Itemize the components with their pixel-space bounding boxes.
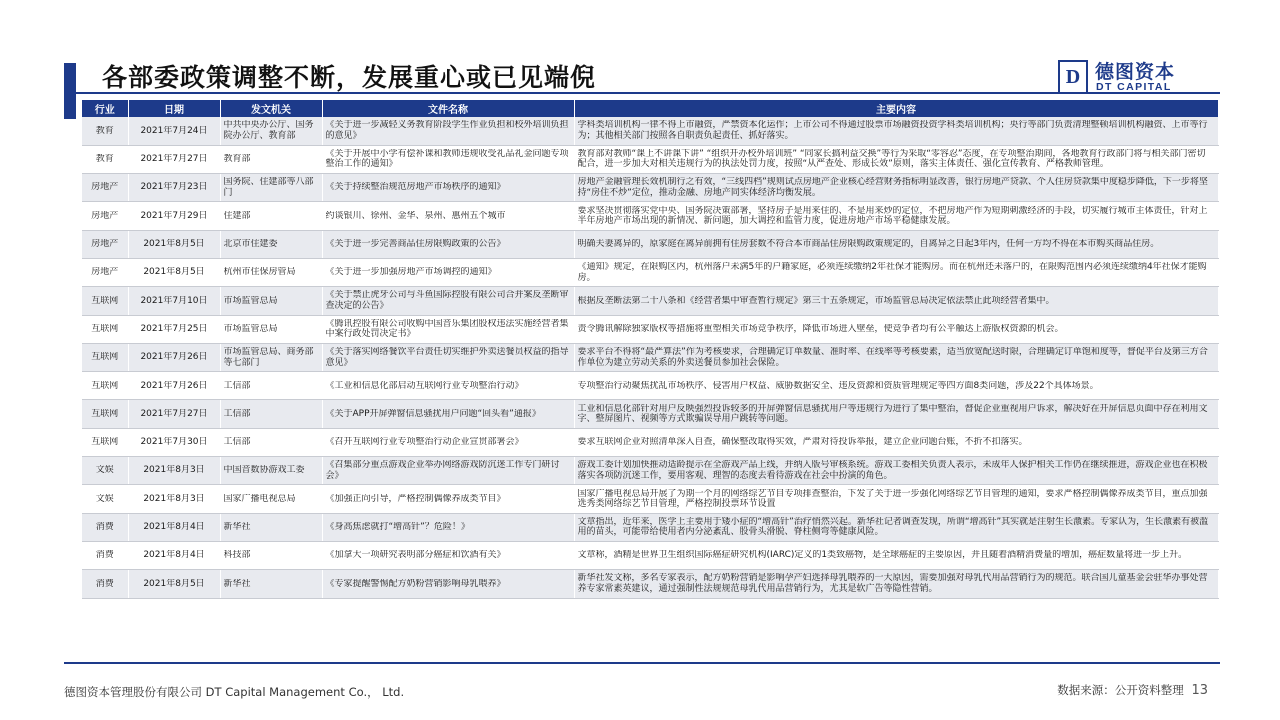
cell-issuer-text: 新华社	[223, 522, 251, 533]
cell-content-text: 专项整治行动聚焦扰乱市场秩序、侵害用户权益、威胁数据安全、违反资源和资质管理规定等四方面8类问题，涉及22个具体场景。	[577, 380, 1099, 391]
cell-industry	[82, 570, 128, 598]
cell-industry	[82, 428, 128, 456]
cell-content-text: 教育部对教师“课上不讲课下讲” “组织开办校外培训班” “同家长搞利益交换”等行为采取“零容忍”态度，在专项整治期间，各地教育行政部门将与相关部门密切配合，进一步加大对相关违规行为的执法处罚力度，按照“从严查处、形成长效”原则，落实主体责任、强化宣传教育、严格教师管理。	[577, 148, 1206, 170]
cell-document-text: 《关于持续整治规范房地产市场秩序的通知》	[325, 182, 506, 193]
cell-content-text: 责令腾讯解除独家版权等措施将重塑相关市场竞争秩序，降低市场进入壁垒，使竞争者均有公平触达上游版权资源的机会。	[577, 323, 1064, 334]
table-row	[82, 541, 1218, 569]
cell-industry	[82, 457, 128, 485]
cell-industry-text: 互联网	[91, 323, 119, 334]
cell-document	[322, 230, 574, 258]
cell-document-text: 《关于APP开屏弹窗信息骚扰用户问题“回头看”通报》	[325, 408, 541, 419]
cell-content-text: 文章称，酒精是世界卫生组织国际癌症研究机构(IARC)定义的1类致癌物，是全球癌症的主要原因，并且随着酒精消费量的增加，癌症数量将进一步上升。	[577, 550, 1188, 561]
cell-date	[128, 570, 220, 598]
cell-document	[322, 513, 574, 541]
cell-industry-text: 文娱	[95, 493, 114, 504]
cell-industry-text: 文娱	[95, 465, 114, 476]
cell-document	[322, 145, 574, 173]
cell-content	[574, 343, 1218, 371]
table-row	[82, 202, 1218, 230]
cell-content-text: 要求坚决贯彻落实党中央、国务院决策部署，坚持房子是用来住的、不是用来炒的定位，不把房地产作为短期刺激经济的手段，切实履行城市主体责任，针对上半年房地产市场出现的新情况、新问题，加大调控和监管力度，促进房地产市场平稳健康发展。	[577, 205, 1208, 227]
cell-issuer-text: 教育部	[223, 154, 251, 165]
cell-date-text: 2021年8月5日	[143, 239, 205, 250]
cell-issuer-text: 住建部	[223, 210, 251, 221]
cell-content-text: 游戏工委计划加快推动适龄提示在全游戏产品上线，并纳入版号审核系统。游戏工委相关负责人表示，未成年人保护相关工作仍在继续推进，游戏企业也在积极落实各项防沉迷工作，要用客观、理智的态度去看待游戏在社会中扮演的角色。	[577, 460, 1208, 481]
cell-date-text: 2021年7月26日	[140, 380, 208, 391]
cell-document-text: 《工业和信息化部启动互联网行业专项整治行动》	[325, 380, 524, 391]
footer-source-area	[1057, 682, 1208, 698]
header-industry: 行业	[82, 100, 128, 117]
table-row	[82, 400, 1218, 428]
cell-issuer	[220, 570, 322, 598]
cell-industry-text: 房地产	[91, 239, 119, 250]
cell-date	[128, 400, 220, 428]
cell-issuer-text: 中国音数协游戏工委	[223, 465, 305, 476]
cell-content	[574, 230, 1218, 258]
cell-industry-text: 教育	[95, 154, 114, 165]
cell-industry-text: 消费	[95, 522, 114, 533]
header-content: 主要内容	[574, 100, 1218, 117]
cell-date	[128, 372, 220, 400]
cell-document	[322, 457, 574, 485]
logo-text-cn: 德图资本	[1095, 61, 1176, 83]
table-row	[82, 258, 1218, 286]
cell-content	[574, 457, 1218, 485]
cell-issuer	[220, 287, 322, 315]
cell-date-text: 2021年8月4日	[143, 550, 205, 561]
cell-content-text: 明确夫妻离异的，原家庭在离异前拥有住房套数不符合本市商品住房限购政策规定的，自离异之日起3年内，任何一方均不得在本市购买商品住房。	[577, 239, 1160, 250]
cell-issuer	[220, 400, 322, 428]
cell-industry-text: 房地产	[91, 267, 119, 278]
logo-mark-icon: D	[1058, 60, 1088, 94]
cell-document	[322, 485, 574, 513]
cell-date	[128, 457, 220, 485]
cell-content	[574, 513, 1218, 541]
cell-content	[574, 372, 1218, 400]
table-row	[82, 230, 1218, 258]
cell-date	[128, 117, 220, 145]
company-logo	[1058, 60, 1218, 96]
cell-issuer	[220, 230, 322, 258]
cell-date	[128, 287, 220, 315]
table-row	[82, 287, 1218, 315]
cell-industry-text: 房地产	[91, 182, 119, 193]
footer-company: 德图资本管理股份有限公司 DT Capital Management Co.， Ltd.	[64, 685, 405, 699]
cell-document-text: 《关于开展中小学有偿补课和教师违规收受礼品礼金问题专项整治工作的通知》	[325, 148, 569, 170]
title-divider	[64, 92, 1220, 94]
cell-date-text: 2021年7月26日	[140, 352, 208, 363]
cell-document-text: 《专家提醒警惕配方奶粉营销影响母乳喂养》	[325, 578, 506, 589]
table-row	[82, 372, 1218, 400]
cell-date-text: 2021年8月4日	[143, 522, 205, 533]
cell-industry-text: 互联网	[91, 295, 119, 306]
cell-date-text: 2021年8月5日	[143, 578, 205, 589]
cell-content	[574, 541, 1218, 569]
cell-issuer	[220, 372, 322, 400]
cell-date-text: 2021年7月23日	[140, 182, 208, 193]
cell-industry	[82, 230, 128, 258]
cell-issuer-text: 杭州市住保房管局	[223, 267, 296, 278]
cell-issuer-text: 国家广播电视总局	[223, 493, 296, 504]
cell-content	[574, 258, 1218, 286]
cell-issuer-text: 中共中央办公厅、国务院办公厅、教育部	[223, 120, 314, 141]
cell-content	[574, 117, 1218, 145]
cell-document-text: 《关于禁止虎牙公司与斗鱼国际控股有限公司合并案反垄断审查决定的公告》	[325, 290, 569, 311]
cell-industry	[82, 485, 128, 513]
cell-issuer	[220, 117, 322, 145]
table-row	[82, 513, 1218, 541]
cell-document	[322, 343, 574, 371]
cell-document	[322, 541, 574, 569]
cell-issuer	[220, 315, 322, 343]
cell-industry	[82, 287, 128, 315]
cell-issuer-text: 工信部	[223, 408, 251, 419]
header-issuer: 发文机关	[220, 100, 322, 117]
cell-content	[574, 428, 1218, 456]
cell-issuer	[220, 541, 322, 569]
cell-date	[128, 541, 220, 569]
cell-content	[574, 174, 1218, 202]
cell-document	[322, 315, 574, 343]
cell-document-text: 《加拿大一项研究表明部分癌症和饮酒有关》	[325, 550, 506, 561]
cell-industry-text: 房地产	[91, 210, 119, 221]
cell-document-text: 《身高焦虑就打“增高针”？危险！》	[325, 522, 470, 533]
cell-content	[574, 287, 1218, 315]
cell-date	[128, 485, 220, 513]
cell-industry	[82, 145, 128, 173]
cell-issuer	[220, 428, 322, 456]
table-row	[82, 117, 1218, 145]
table-row	[82, 315, 1218, 343]
cell-document-text: 《关于进一步加强房地产市场调控的通知》	[325, 267, 497, 278]
cell-content	[574, 315, 1218, 343]
table-row	[82, 457, 1218, 485]
cell-industry-text: 教育	[95, 125, 114, 136]
cell-document	[322, 400, 574, 428]
cell-industry	[82, 258, 128, 286]
table-row	[82, 428, 1218, 456]
cell-date-text: 2021年8月5日	[143, 267, 205, 278]
cell-content	[574, 485, 1218, 513]
cell-industry-text: 互联网	[91, 380, 119, 391]
footer-divider	[64, 662, 1220, 664]
cell-document	[322, 202, 574, 230]
data-source: 数据来源：公开资料整理	[1057, 683, 1184, 697]
cell-content-text: 房地产金融管理长效机制行之有效，“三线四档”规则试点房地产企业核心经营财务指标明显改善，银行房地产贷款、个人住房贷款集中度稳步降低，下一步将坚持“房住不炒”定位，推动金融、房地产同实体经济均衡发展。	[577, 177, 1208, 198]
cell-document-text: 约谈银川、徐州、金华、泉州、惠州五个城市	[325, 210, 506, 221]
cell-content-text: 国家广播电视总局开展了为期一个月的网络综艺节目专项排查整治，下发了关于进一步强化网络综艺节目管理的通知，要求严格控制偶像养成类节目，重点加强选秀类网络综艺节目管理，严格控制投票环节设置	[577, 488, 1208, 509]
title-accent-bar	[64, 63, 76, 119]
cell-date	[128, 202, 220, 230]
cell-content-text: 《通知》规定，在限购区内，杭州落户未满5年的户籍家庭，必须连续缴纳2年社保才能购房。而在杭州还未落户的，在限购范围内必须连续缴纳4年社保才能购房。	[577, 262, 1207, 283]
cell-industry-text: 互联网	[91, 408, 119, 419]
cell-industry	[82, 513, 128, 541]
cell-content	[574, 202, 1218, 230]
cell-issuer-text: 新华社	[223, 578, 251, 589]
cell-date	[128, 513, 220, 541]
cell-issuer	[220, 145, 322, 173]
cell-issuer	[220, 202, 322, 230]
cell-content-text: 根据反垄断法第二十八条和《经营者集中审查暂行规定》第三十五条规定，市场监管总局决定依法禁止此项经营者集中。	[577, 295, 1055, 306]
cell-date	[128, 145, 220, 173]
cell-date-text: 2021年7月24日	[140, 125, 208, 136]
cell-date-text: 2021年8月3日	[143, 465, 205, 476]
cell-document-text: 《腾讯控股有限公司收购中国音乐集团股权违法实施经营者集中案行政处罚决定书》	[325, 318, 569, 340]
cell-industry	[82, 174, 128, 202]
cell-content	[574, 570, 1218, 598]
cell-content-text: 要求互联网企业对照清单深入自查，确保整改取得实效，严肃对待投诉举报，建立企业问题台账，不折不扣落实。	[577, 437, 1028, 448]
cell-document-text: 《召集部分重点游戏企业举办网络游戏防沉迷工作专门研讨会》	[325, 460, 560, 481]
table-header-row	[82, 100, 1218, 117]
header-date: 日期	[128, 100, 220, 117]
policy-table	[82, 100, 1219, 599]
cell-issuer-text: 科技部	[223, 550, 251, 561]
cell-content-text: 文章指出，近年来，医学上主要用于矮小症的“增高针”治疗悄然兴起。新华社记者调查发现，所谓“增高针”其实就是注射生长激素。专家认为，生长激素有被滥用的苗头，可能带给使用者内分泌紊乱、股骨头滑脱、脊柱侧弯等健康风险。	[577, 516, 1209, 538]
cell-issuer	[220, 513, 322, 541]
cell-date-text: 2021年7月29日	[140, 210, 208, 221]
cell-document-text: 《关于落实网络餐饮平台责任切实维护外卖送餐员权益的指导意见》	[325, 347, 569, 368]
cell-date	[128, 174, 220, 202]
cell-content-text: 要求平台不得将“最严算法”作为考核要求，合理确定订单数量、准时率、在线率等考核要素，适当放宽配送时限，合理确定订单饱和度等，督促平台及第三方合作单位为建立劳动关系的外卖送餐员参加社会保险。	[577, 347, 1208, 368]
cell-date-text: 2021年7月27日	[140, 408, 208, 419]
cell-content	[574, 145, 1218, 173]
cell-document	[322, 372, 574, 400]
cell-document	[322, 570, 574, 598]
table-row	[82, 174, 1218, 202]
cell-date-text: 2021年7月25日	[140, 323, 208, 334]
cell-date-text: 2021年7月30日	[140, 437, 208, 448]
table-row	[82, 570, 1218, 598]
cell-industry	[82, 202, 128, 230]
cell-document	[322, 258, 574, 286]
cell-issuer	[220, 457, 322, 485]
cell-industry	[82, 541, 128, 569]
cell-document	[322, 428, 574, 456]
cell-issuer-text: 国务院、住建部等八部门	[223, 177, 314, 198]
cell-date-text: 2021年7月27日	[140, 154, 208, 165]
cell-issuer	[220, 174, 322, 202]
cell-industry	[82, 343, 128, 371]
page-title: 各部委政策调整不断，发展重心或已见端倪	[102, 63, 597, 92]
cell-industry	[82, 400, 128, 428]
cell-document	[322, 287, 574, 315]
policy-table-container	[82, 100, 1218, 599]
cell-industry-text: 消费	[95, 578, 114, 589]
table-row	[82, 145, 1218, 173]
cell-issuer-text: 工信部	[223, 380, 251, 391]
cell-document	[322, 117, 574, 145]
cell-issuer-text: 北京市住建委	[223, 239, 278, 250]
header-document: 文件名称	[322, 100, 574, 117]
cell-issuer-text: 市场监管总局	[223, 323, 278, 334]
cell-issuer	[220, 343, 322, 371]
cell-date-text: 2021年7月10日	[140, 295, 208, 306]
cell-document-text: 《召开互联网行业专项整治行动企业宣贯部署会》	[325, 437, 524, 448]
cell-industry-text: 互联网	[91, 352, 119, 363]
cell-industry	[82, 117, 128, 145]
cell-date-text: 2021年8月3日	[143, 493, 205, 504]
cell-date	[128, 428, 220, 456]
cell-issuer	[220, 485, 322, 513]
cell-document	[322, 174, 574, 202]
cell-content-text: 工业和信息化部针对用户反映强烈投诉较多的开屏弹窗信息骚扰用户等违规行为进行了集中整治，督促企业重视用户诉求，解决好在开屏信息页面中存在利用文字、整屏图片、视频等方式欺骗误导用户跳转等问题。	[577, 403, 1208, 425]
cell-content-text: 学科类培训机构一律不得上市融资，严禁资本化运作；上市公司不得通过股票市场融资投资学科类培训机构；央行等部门负责清理整顿培训机构融资、上市等行为；其他相关部门按照各自职责负起责任、抓好落实。	[577, 120, 1208, 141]
cell-industry	[82, 372, 128, 400]
cell-industry-text: 互联网	[91, 437, 119, 448]
cell-industry-text: 消费	[95, 550, 114, 561]
table-body	[82, 117, 1218, 598]
cell-date	[128, 343, 220, 371]
cell-content	[574, 400, 1218, 428]
cell-date	[128, 258, 220, 286]
cell-document-text: 《加强正向引导，严格控制偶像养成类节目》	[325, 493, 506, 504]
cell-content-text: 新华社发文称，多名专家表示，配方奶粉营销是影响孕产妇选择母乳喂养的一大原因，需要加强对母乳代用品营销行为的规范。联合国儿童基金会驻华办事处营养专家常素英建议，通过强制性法规规范母乳代用品营销行为，尤其是软广告等隐性营销。	[577, 573, 1208, 594]
cell-document-text: 《关于进一步减轻义务教育阶段学生作业负担和校外培训负担的意见》	[325, 120, 569, 141]
cell-issuer-text: 工信部	[223, 437, 251, 448]
page-number: 13	[1191, 683, 1208, 698]
cell-date	[128, 230, 220, 258]
cell-issuer	[220, 258, 322, 286]
cell-date	[128, 315, 220, 343]
cell-issuer-text: 市场监管总局、商务部等七部门	[223, 347, 314, 368]
cell-document-text: 《关于进一步完善商品住房限购政策的公告》	[325, 239, 506, 250]
cell-industry	[82, 315, 128, 343]
table-row	[82, 485, 1218, 513]
logo-text-en: DT CAPITAL	[1096, 81, 1172, 93]
cell-issuer-text: 市场监管总局	[223, 295, 278, 306]
table-row	[82, 343, 1218, 371]
